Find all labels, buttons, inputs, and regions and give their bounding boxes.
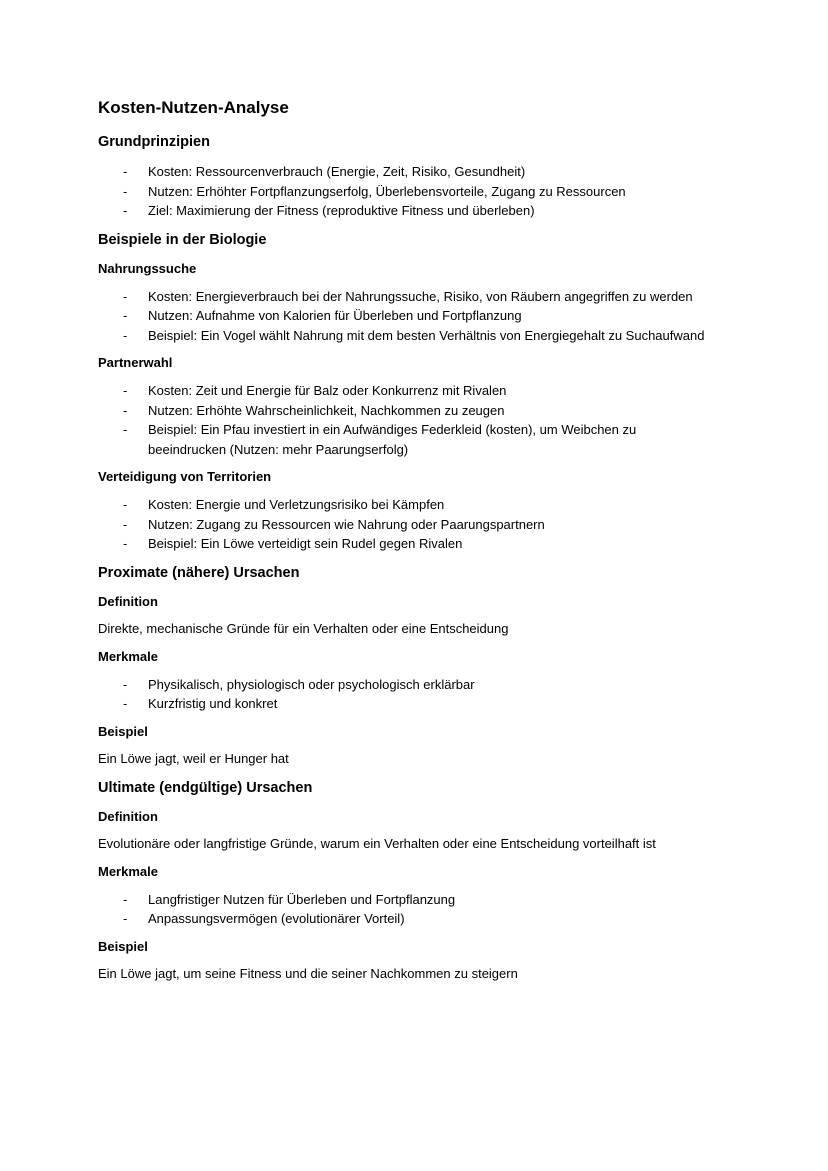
subheading-partnerwahl: Partnerwahl <box>98 355 173 370</box>
dash-bullet: - <box>123 422 128 437</box>
ultimate-merkmale-list <box>98 890 788 929</box>
list-item: - Langfristiger Nutzen für Überleben und Fortpflanzung <box>98 890 788 910</box>
list-item: - Kosten: Energie und Verletzungsrisiko bei Kämpfen <box>98 495 788 515</box>
list-item: - Nutzen: Aufnahme von Kalorien für Überleben und Fortpflanzung <box>98 306 788 326</box>
dash-bullet: - <box>123 164 128 179</box>
list-item: - Beispiel: Ein Löwe verteidigt sein Rudel gegen Rivalen <box>98 534 788 554</box>
subheading-nahrungssuche: Nahrungssuche <box>98 260 197 276</box>
dash-bullet: - <box>123 308 128 323</box>
section-heading-ultimate: Ultimate (endgültige) Ursachen <box>98 779 313 796</box>
list-item: - Ziel: Maximierung der Fitness (reproduktive Fitness und überleben) <box>98 201 788 221</box>
proximate-merkmale-list <box>98 675 788 714</box>
grundprinzipien-list <box>98 162 788 221</box>
subheading-beispiel: Beispiel <box>98 723 148 739</box>
list-item: - Kosten: Zeit und Energie für Balz oder Konkurrenz mit Rivalen <box>98 381 788 401</box>
list-item: - Nutzen: Erhöhte Wahrscheinlichkeit, Nachkommen zu zeugen <box>98 401 788 421</box>
section-heading-grundprinzipien: Grundprinzipien <box>98 134 210 150</box>
list-item: - Nutzen: Erhöhter Fortpflanzungserfolg, Überlebensvorteile, Zugang zu Ressourcen <box>98 182 788 202</box>
territorien-list <box>98 495 788 554</box>
list-item: - Beispiel: Ein Vogel wählt Nahrung mit dem besten Verhältnis von Energiegehalt zu Suchaufwand <box>98 326 788 346</box>
section-heading-proximate: Proximate (nähere) Ursachen <box>98 564 300 581</box>
page-title: Kosten-Nutzen-Analyse <box>98 98 289 117</box>
beispiel-text: Ein Löwe jagt, weil er Hunger hat <box>98 750 289 766</box>
dash-bullet: - <box>123 676 128 692</box>
document-page <box>98 96 788 993</box>
list-item: - Kurzfristig und konkret <box>98 694 788 714</box>
list-item: - Nutzen: Zugang zu Ressourcen wie Nahrung oder Paarungspartnern <box>98 515 788 535</box>
list-item: - Kosten: Ressourcenverbrauch (Energie, Zeit, Risiko, Gesundheit) <box>98 162 788 182</box>
list-item: - Beispiel: Ein Pfau investiert in ein Aufwändiges Federkleid (kosten), um Weibchen zu beeindrucken (Nutzen: mehr Paarungserfolg) <box>123 422 637 457</box>
list-item: - Physikalisch, physiologisch oder psychologisch erklärbar <box>98 675 788 695</box>
subheading-territorien: Verteidigung von Territorien <box>98 469 272 484</box>
subheading-merkmale: Merkmale <box>98 863 158 879</box>
definition-text: Direkte, mechanische Gründe für ein Verhalten oder eine Entscheidung <box>98 620 509 636</box>
partnerwahl-list <box>98 381 788 459</box>
dash-bullet: - <box>123 911 128 926</box>
definition-text: Evolutionäre oder langfristige Gründe, warum ein Verhalten oder eine Entscheidung vorteilhaft ist <box>98 835 656 851</box>
subheading-definition: Definition <box>98 808 158 824</box>
subheading-beispiel: Beispiel <box>98 938 148 954</box>
dash-bullet: - <box>123 288 128 304</box>
dash-bullet: - <box>123 327 128 343</box>
dash-bullet: - <box>123 696 128 711</box>
list-item: - Anpassungsvermögen (evolutionärer Vorteil) <box>98 909 788 929</box>
subheading-merkmale: Merkmale <box>98 648 158 664</box>
nahrungssuche-list <box>98 287 788 346</box>
dash-bullet: - <box>123 203 128 218</box>
dash-bullet: - <box>123 402 128 418</box>
section-heading-beispiele: Beispiele in der Biologie <box>98 231 267 248</box>
dash-bullet: - <box>123 383 128 398</box>
beispiel-text: Ein Löwe jagt, um seine Fitness und die seiner Nachkommen zu steigern <box>98 965 518 981</box>
dash-bullet: - <box>123 536 128 551</box>
list-item: - Kosten: Energieverbrauch bei der Nahrungssuche, Risiko, von Räubern angegriffen zu werden <box>98 287 788 307</box>
dash-bullet: - <box>123 183 128 199</box>
dash-bullet: - <box>123 497 128 512</box>
subheading-definition: Definition <box>98 593 158 609</box>
dash-bullet: - <box>123 891 128 907</box>
dash-bullet: - <box>123 516 128 532</box>
